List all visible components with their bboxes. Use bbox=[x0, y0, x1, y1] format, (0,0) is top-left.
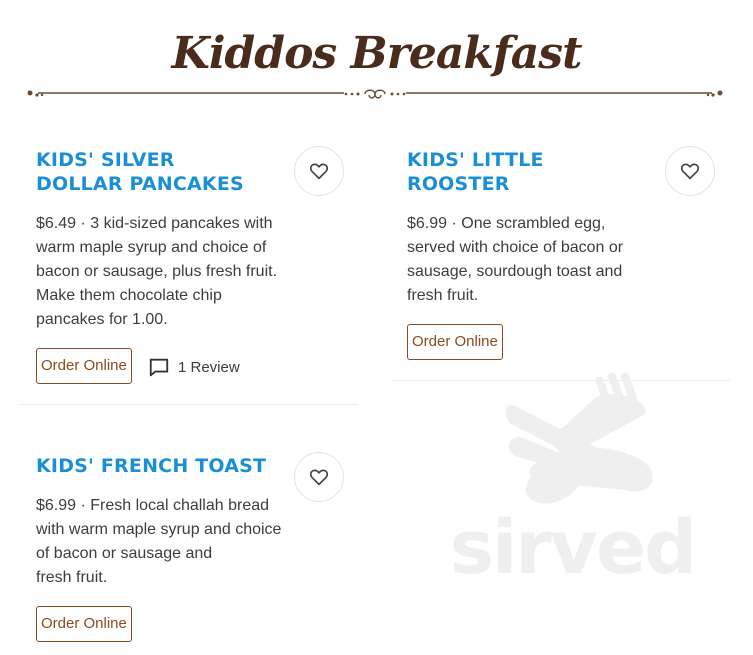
description-line: warm maple syrup and choice of bbox=[36, 239, 267, 256]
description-line: Make them chocolate chip bbox=[36, 287, 222, 304]
reviews-link[interactable] bbox=[148, 356, 240, 378]
description-line: $6.99 · One scrambled egg, bbox=[407, 215, 606, 232]
item-description bbox=[36, 494, 281, 590]
item-name bbox=[407, 148, 544, 196]
favorite-button[interactable] bbox=[665, 146, 715, 196]
heart-icon bbox=[309, 468, 329, 486]
item-separator bbox=[20, 404, 358, 405]
order-online-button[interactable]: Order Online bbox=[407, 324, 503, 360]
ornamental-divider bbox=[24, 86, 726, 102]
favorite-button[interactable] bbox=[294, 146, 344, 196]
section-title: Kiddos Breakfast bbox=[171, 28, 582, 79]
heart-icon bbox=[680, 162, 700, 180]
item-name-line: KIDS' FRENCH TOAST bbox=[36, 455, 267, 477]
description-line: $6.49 · 3 kid-sized pancakes with bbox=[36, 215, 273, 232]
item-name-line: KIDS' LITTLE bbox=[407, 149, 544, 171]
menu-item-little-rooster bbox=[407, 148, 707, 363]
heart-icon bbox=[309, 162, 329, 180]
order-online-button[interactable]: Order Online bbox=[36, 348, 132, 384]
comment-icon bbox=[148, 356, 170, 378]
watermark-text: sirved bbox=[449, 505, 696, 591]
description-line: served with choice of bacon or bbox=[407, 239, 624, 256]
item-name bbox=[36, 454, 266, 478]
item-description bbox=[36, 212, 277, 332]
description-line: fresh fruit. bbox=[36, 569, 108, 586]
item-name bbox=[36, 148, 244, 196]
review-count: 1 Review bbox=[178, 358, 240, 376]
description-line: of bacon or sausage and bbox=[36, 545, 213, 562]
item-name-line: ROOSTER bbox=[407, 173, 510, 195]
description-line: with warm maple syrup and choice bbox=[36, 521, 282, 538]
description-line: fresh fruit. bbox=[407, 287, 479, 304]
order-online-button[interactable]: Order Online bbox=[36, 606, 132, 642]
description-line: bacon or sausage, plus fresh fruit. bbox=[36, 263, 278, 280]
description-line: sausage, sourdough toast and bbox=[407, 263, 623, 280]
item-name-line: DOLLAR PANCAKES bbox=[36, 173, 244, 195]
favorite-button[interactable] bbox=[294, 452, 344, 502]
description-line: pancakes for 1.00. bbox=[36, 311, 168, 328]
item-name-line: KIDS' SILVER bbox=[36, 149, 175, 171]
item-description bbox=[407, 212, 623, 308]
description-line: $6.99 · Fresh local challah bread bbox=[36, 497, 270, 514]
